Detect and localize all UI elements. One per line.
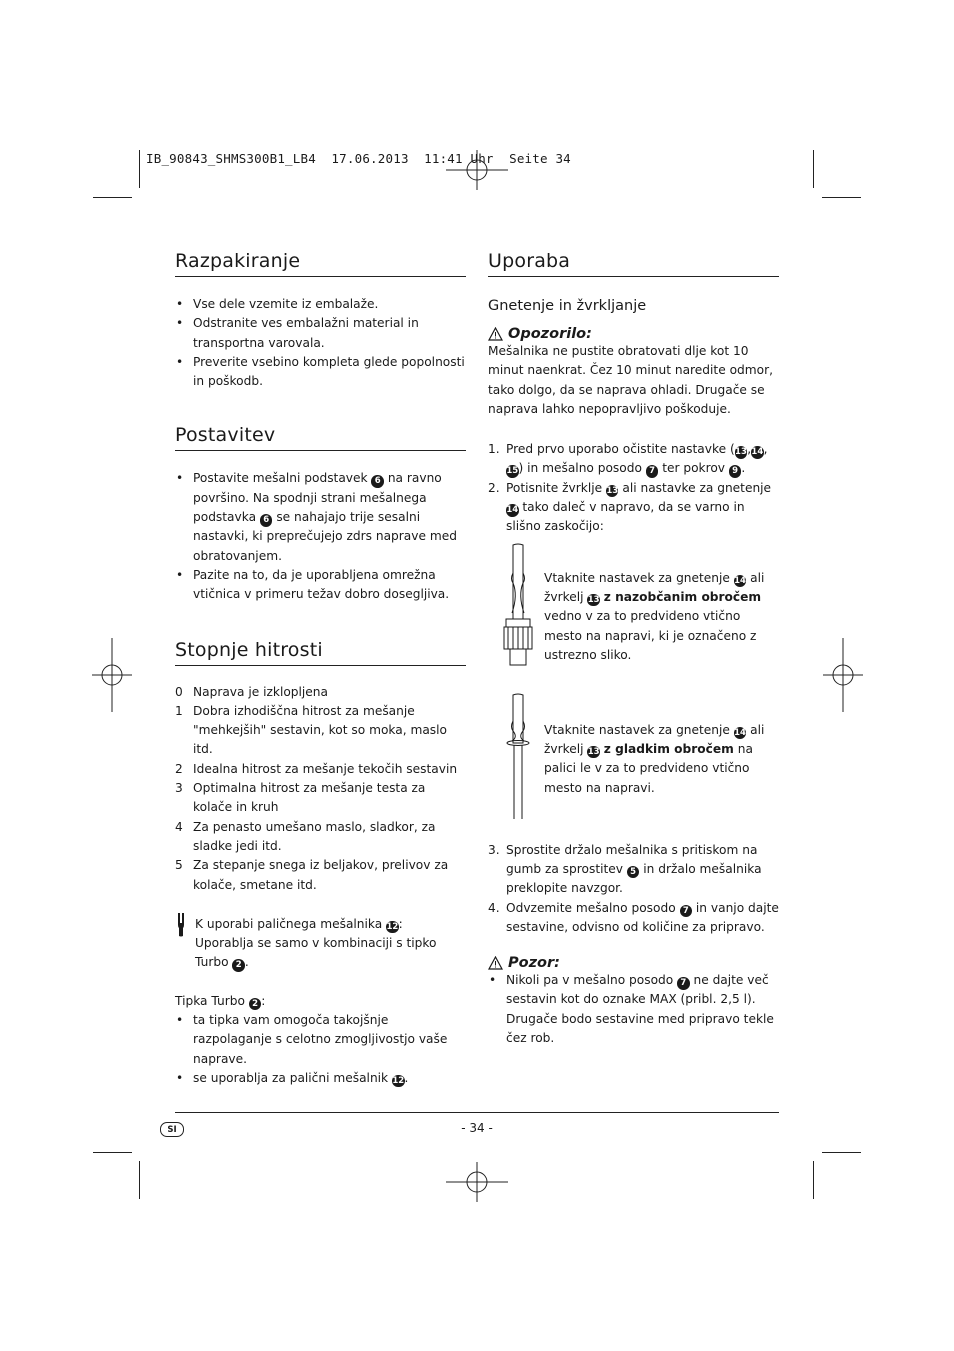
ref-badge: 2 — [232, 959, 245, 972]
warning-text: Mešalnika ne pustite obratovati dlje kot 10 minut naenkrat. Čez 10 minut naredite odmor, tako dolgo, da se naprava ohladi. Drugače se naprava lahko nepopravljivo poškoduje. — [488, 344, 773, 416]
language-badge: SI — [160, 1122, 184, 1137]
heading-postavitev: Postavitev — [175, 424, 466, 451]
ref-badge: 14 — [751, 447, 764, 458]
list-item: 4 Za penasto umešano maslo, sladkor, za sladke jedi itd. — [175, 819, 436, 853]
ref-badge: 7 — [677, 977, 690, 990]
dough-hook-toothed-illustration — [500, 543, 540, 673]
ref-badge: 14 — [734, 575, 746, 586]
ref-badge: 13 — [606, 485, 619, 496]
ref-badge: 14 — [734, 727, 746, 738]
usage-steps-1 — [488, 440, 779, 536]
subheading-gnetenje: Gnetenje in žvrkljanje — [488, 298, 647, 314]
list-item: 1. Pred prvo uporabo očistite nastavke (13,14,15) in mešalno posodo 7 ter pokrov 9 . — [488, 442, 768, 477]
footer-divider — [175, 1112, 779, 1113]
print-header: IB_90843_SHMS300B1_LB4 17.06.2013 11:41 Uhr Seite 34 — [146, 151, 571, 166]
page-number: - 34 - — [461, 1121, 493, 1135]
list-item: 0 Naprava je izklopljena — [175, 684, 328, 699]
dough-hook-smooth-illustration — [500, 693, 540, 821]
turbo-list — [175, 1011, 466, 1088]
unpack-list — [175, 295, 466, 391]
list-item: 4. Odvzemite mešalno posodo 7 in vanjo dajte sestavine, odvisno od količine za pripravo. — [488, 900, 779, 934]
heading-uporaba: Uporaba — [488, 250, 779, 277]
list-item: • Odstranite ves embalažni material in transportna varovala. — [175, 314, 466, 353]
caution-list — [488, 971, 779, 1048]
ref-badge: 7 — [646, 465, 659, 478]
ref-badge: 6 — [260, 514, 273, 527]
ref-badge: 12 — [392, 1075, 405, 1086]
section-stopnje-hitrosti — [175, 639, 466, 1089]
left-column — [175, 250, 466, 1088]
figure-smooth-ring: Vtaknite nastavek za gnetenje 14 ali žvrkelj 13 z gladkim obročem na palici le v za to predvideno vtično mesto na napravi. — [488, 693, 779, 821]
list-item: 3 Optimalna hitrost za mešanje testa za kolače in kruh — [175, 781, 426, 815]
speed-levels-list — [175, 683, 466, 895]
list-item: • Pazite na to, da je uporabljena omrežna vtičnica v primeru težav dobro dosegljiva. — [175, 566, 466, 605]
list-item: • Vse dele vzemite iz embalaže. — [175, 295, 466, 314]
ref-badge: 2 — [249, 998, 262, 1011]
tool-icon — [175, 913, 187, 937]
list-item: 2. Potisnite žvrklje 13 ali nastavke za gnetenje 14 tako daleč v napravo, da se varno in slišno zaskočijo: — [488, 480, 772, 534]
figure-toothed-ring: Vtaknite nastavek za gnetenje 14 ali žvrkelj 13 z nazobčanim obročem vedno v za to predvideno vtično mesto na napravi, ki je označeno z ustrezno sliko. — [488, 543, 779, 673]
warning-icon — [488, 956, 503, 970]
list-item: 2 Idealna hitrost za mešanje tekočih sestavin — [175, 761, 458, 776]
ref-badge: 7 — [680, 905, 693, 918]
warning-heading: Opozorilo: — [488, 326, 779, 342]
list-item: • Nikoli pa v mešalno posodo 7 ne dajte več sestavin kot do oznake MAX (pribl. 2,5 l). Drugače bodo sestavine med pripravo tekle čez rob. — [488, 971, 779, 1048]
setup-list — [175, 469, 466, 604]
list-item: 1 Dobra izhodiščna hitrost za mešanje "mehkejših" sestavin, kot so moka, maslo itd. — [175, 703, 447, 757]
section-razpakiranje — [175, 250, 466, 391]
ref-badge: 13 — [735, 447, 747, 458]
list-item: 3. Sprostite držalo mešalnika s pritiskom na gumb za sprostitev 5 in držalo mešalnika preklopite navzgor. — [488, 842, 762, 896]
list-item: • ta tipka vam omogoča takojšnje razpolaganje s celotno zmogljivostjo vaše naprave. — [175, 1011, 466, 1069]
ref-badge: 14 — [506, 505, 519, 516]
caution-heading: Pozor: — [488, 955, 779, 971]
hand-blender-note: K uporabi paličnega mešalnika 12: Uporablja se samo v kombinaciji s tipko Turbo 2 . — [175, 915, 466, 973]
ref-badge: 5 — [627, 866, 640, 879]
list-item: • se uporablja za palični mešalnik 12. — [175, 1069, 466, 1088]
usage-steps-2 — [488, 841, 779, 937]
ref-badge: 13 — [587, 746, 600, 757]
ref-badge: 15 — [506, 466, 519, 477]
warning-icon — [488, 327, 503, 341]
list-item: • Preverite vsebino kompleta glede popolnosti in poškodb. — [175, 353, 466, 392]
ref-badge: 9 — [729, 465, 742, 478]
heading-razpakiranje: Razpakiranje — [175, 250, 466, 277]
right-column — [488, 250, 779, 1048]
list-item: 5 Za stepanje snega iz beljakov, prelivov za kolače, smetane itd. — [175, 858, 449, 892]
turbo-label: Tipka Turbo 2 : — [175, 993, 266, 1009]
heading-stopnje-hitrosti: Stopnje hitrosti — [175, 639, 466, 666]
section-postavitev — [175, 424, 466, 604]
ref-badge: 13 — [587, 594, 600, 605]
ref-badge: 6 — [371, 475, 384, 488]
ref-badge: 12 — [386, 921, 399, 932]
list-item: • Postavite mešalni podstavek 6 na ravno površino. Na spodnji strani mešalnega podstavka 6 se nahajajo trije sesalni nastavki, ki preprečujejo zdrs naprave med obratovanjem. — [175, 469, 466, 565]
